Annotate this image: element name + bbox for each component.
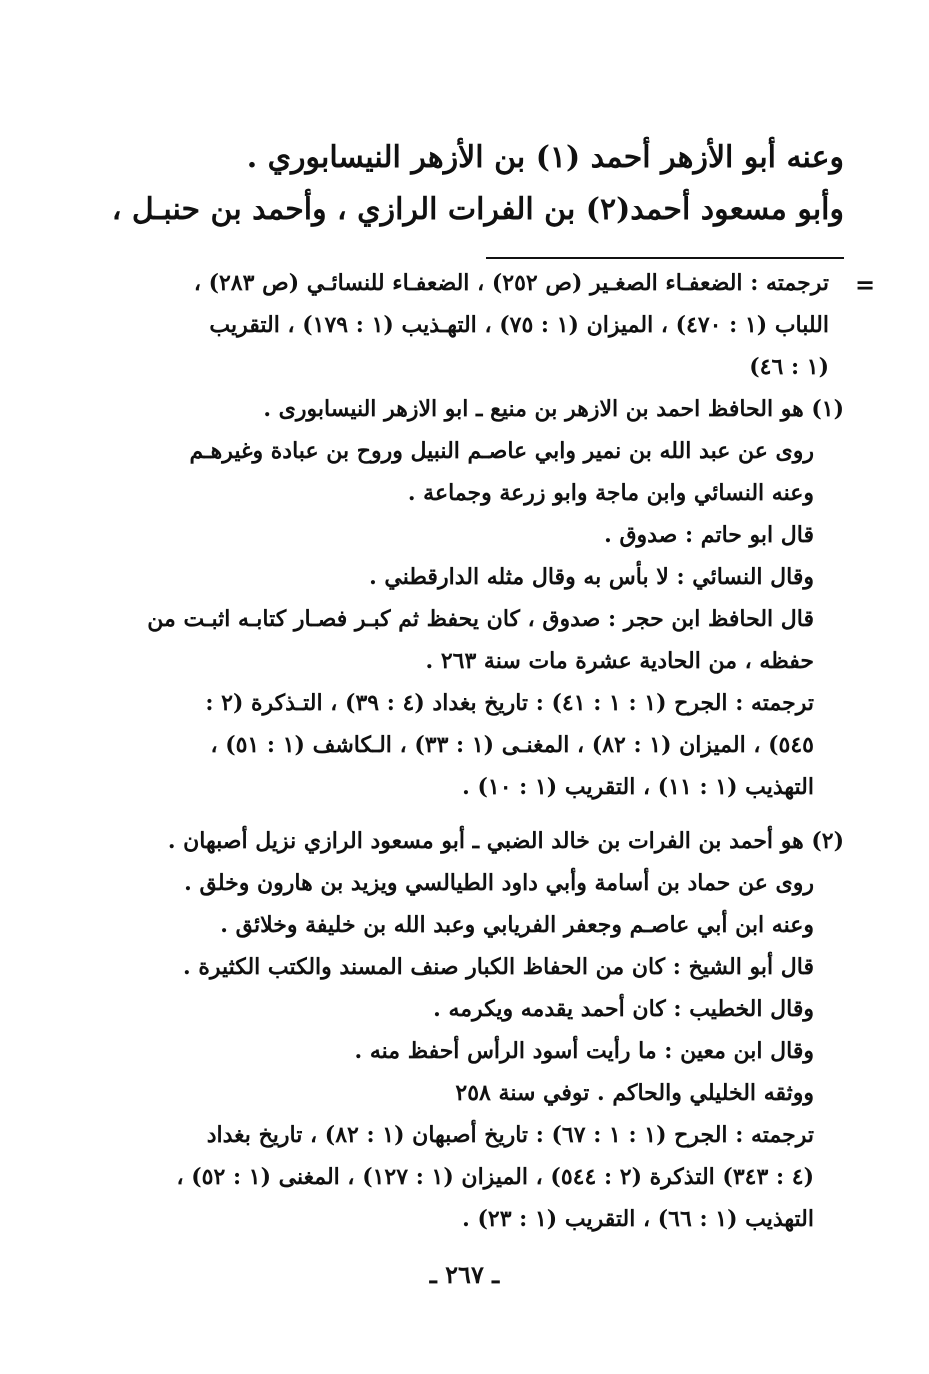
main-text-line-1: وعنه أبو الأزهر أحمد (١) بن الأزهر النيسابوري . bbox=[246, 140, 844, 175]
footnote-1-line: وعنه النسائي وابن ماجة وابو زرعة وجماعة . bbox=[407, 480, 814, 506]
footnote-1-line: وقال النسائي : لا بأس به وقال مثله الدارقطني . bbox=[369, 564, 814, 590]
footnote-1-line: ترجمته : الجرح (١ : ١ : ٤١) : تاريخ بغداد (٤ : ٣٩) ، التـذكرة (٢ : bbox=[205, 690, 814, 716]
page-number: ـ ٢٦٧ ـ bbox=[429, 1260, 500, 1289]
prev-note-line: اللباب (١ : ٤٧٠) ، الميزان (١ : ٧٥) ، التهـذيب (١ : ١٧٩) ، التقريب bbox=[209, 312, 829, 338]
footnote-1-line: روى عن عبد الله بن نمير وابي عاصـم النبيل وروح بن عبادة وغيرهـم bbox=[189, 438, 814, 464]
prev-note-line: (١ : ٤٦) bbox=[749, 354, 829, 380]
footnote-1-heading: (١) هو الحافظ احمد بن الازهر بن منيع ـ ابو الازهر النيسابورى . bbox=[263, 396, 844, 422]
footnote-2-line: التهذيب (١ : ٦٦) ، التقريب (١ : ٢٣) . bbox=[462, 1206, 814, 1232]
footnote-1-line: قال ابو حاتم : صدوق . bbox=[604, 522, 814, 548]
footnote-1-line: التهذيب (١ : ١١) ، التقريب (١ : ١٠) . bbox=[462, 774, 814, 800]
footnote-2-line: قال أبو الشيخ : كان من الحفاظ الكبار صنف المسند والكتب الكثيرة . bbox=[183, 954, 814, 980]
footnote-2-line: (٤ : ٣٤٣) التذكرة (٢ : ٥٤٤) ، الميزان (١ : ١٢٧) ، المغنى (١ : ٥٢) ، bbox=[176, 1164, 814, 1190]
footnote-1-line: قال الحافظ ابن حجر : صدوق ، كان يحفظ ثم كبـر فصـار كتابـه اثبـت من bbox=[147, 606, 814, 632]
footnote-2-line: وعنه ابن أبي عاصـم وجعفر الفريابي وعبد الله بن خليفة وخلائق . bbox=[220, 912, 814, 938]
footnote-2-line: ووثقه الخليلي والحاكم . توفي سنة ٢٥٨ bbox=[455, 1080, 814, 1106]
footnote-1-line: حفظه ، من الحادية عشرة مات سنة ٢٦٣ . bbox=[425, 648, 814, 674]
footnote-2-line: وقال ابن معين : ما رأيت أسود الرأس أحفظ منه . bbox=[354, 1038, 814, 1064]
footnote-2-heading: (٢) هو أحمد بن الفرات بن خالد الضبي ـ أبو مسعود الرازي نزيل أصبهان . bbox=[167, 828, 844, 854]
footnote-2-line: ترجمته : الجرح (١ : ١ : ٦٧) : تاريخ أصبهان (١ : ٨٢) ، تاريخ بغداد bbox=[206, 1122, 814, 1148]
prev-note-line: ترجمته : الضعفـاء الصغـير (ص ٢٥٢) ، الضعفـاء للنسائـي (ص ٢٨٣) ، bbox=[193, 270, 829, 296]
main-text-line-2: وأبو مسعود أحمد(٢) بن الفرات الرازي ، وأحمد بن حنبـل ، bbox=[111, 192, 844, 227]
footnote-2-line: وقال الخطيب : كان أحمد يقدمه ويكرمه . bbox=[433, 996, 814, 1022]
continuation-mark: = bbox=[855, 270, 876, 299]
footnote-divider bbox=[486, 257, 844, 259]
footnote-1-line: ٥٤٥) ، الميزان (١ : ٨٢) ، المغنـى (١ : ٣٣) ، الـكاشف (١ : ٥١) ، bbox=[210, 732, 814, 758]
footnote-2-line: روى عن حماد بن أسامة وأبي داود الطيالسي ويزيد بن هارون وخلق . bbox=[184, 870, 814, 896]
